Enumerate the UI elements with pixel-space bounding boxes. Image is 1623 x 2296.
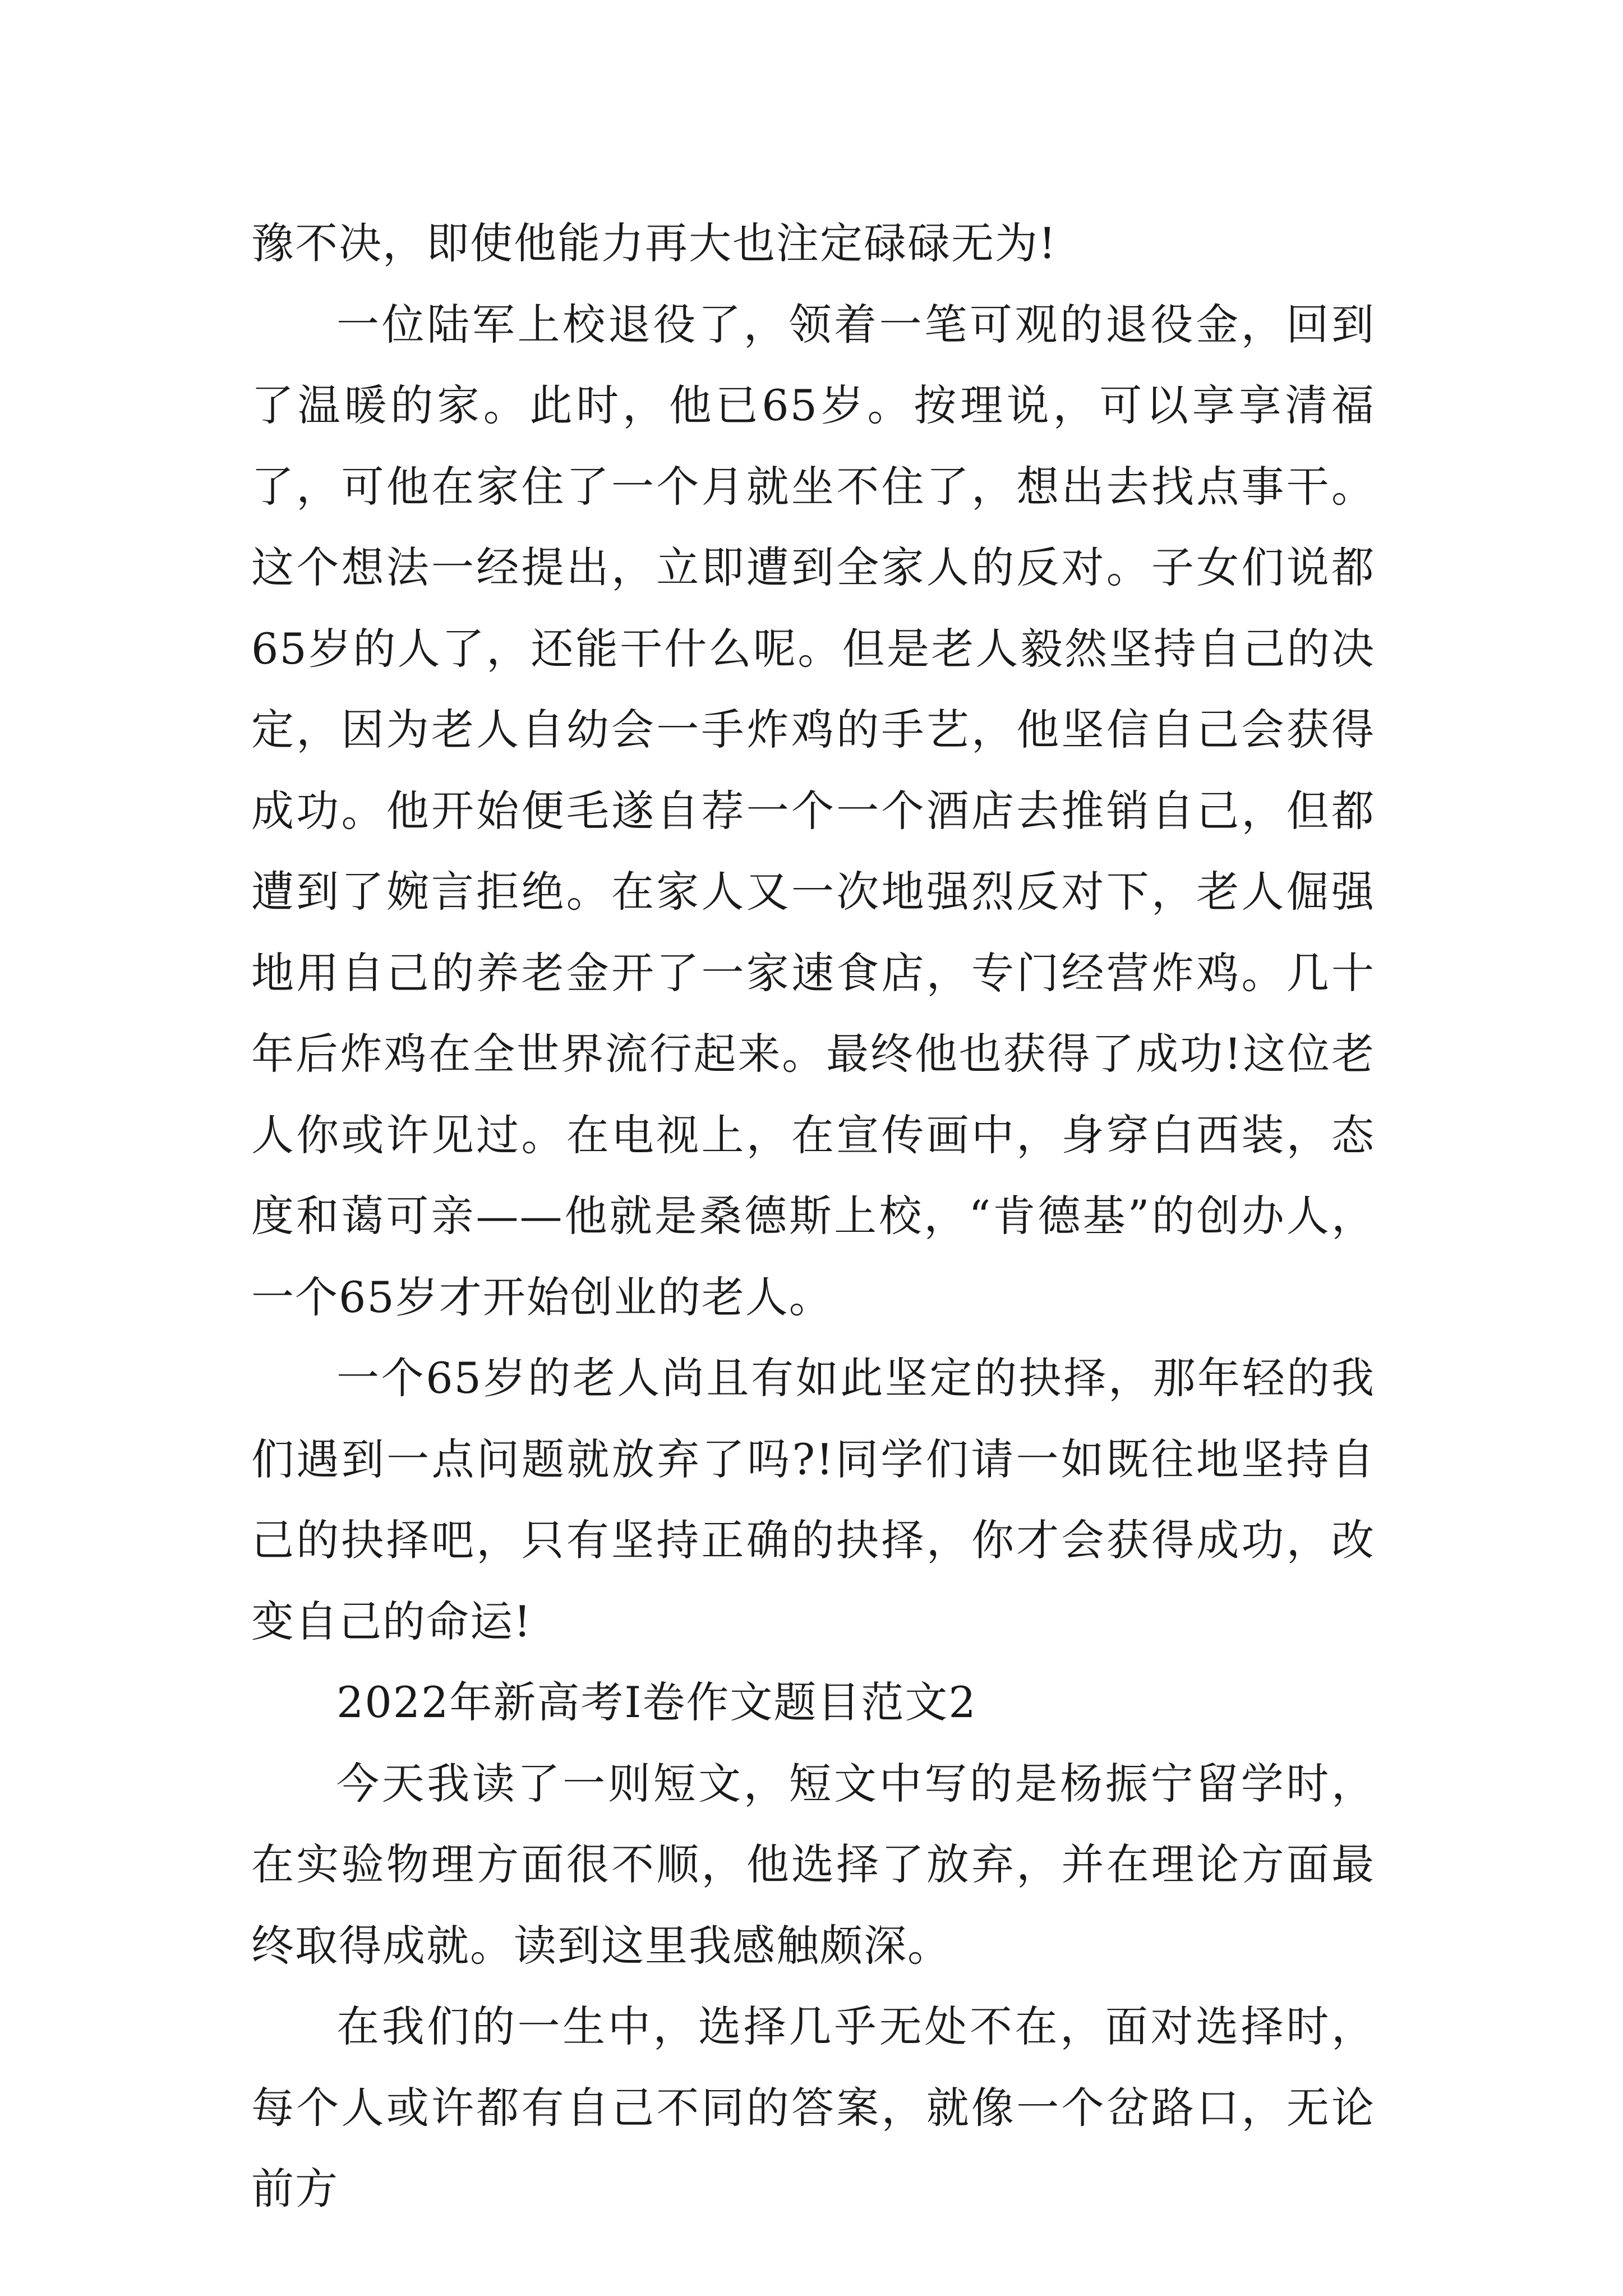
- section-heading: 2022年新高考Ⅰ卷作文题目范文2: [336, 1677, 977, 1727]
- paragraph-choices: 在我们的一生中，选择几乎无处不在，面对选择时，每个人或许都有自己不同的答案，就像一个岔路口，无论前方: [251, 2001, 1375, 2214]
- document-body: [251, 203, 1375, 2230]
- paragraph-yang-story: 今天我读了一则短文，短文中写的是杨振宁留学时，在实验物理方面很不顺，他选择了放弃，并在理论方面最终取得成就。读到这里我感触颇深。: [251, 1758, 1375, 1971]
- paragraph-conclusion: 一个65岁的老人尚且有如此坚定的抉择，那年轻的我们遇到一点问题就放弃了吗?!同学们请一如既往地坚持自己的抉择吧，只有坚持正确的抉择，你才会获得成功，改变自己的命运!: [251, 1353, 1375, 1646]
- paragraph-colonel-story: 一位陆军上校退役了，领着一笔可观的退役金，回到了温暖的家。此时，他已65岁。按理说，可以享享清福了，可他在家住了一个月就坐不住了，想出去找点事干。这个想法一经提出，立即遭到全家人的反对。子女们说都65岁的人了，还能干什么呢。但是老人毅然坚持自己的决定，因为老人自幼会一手炸鸡的手艺，他坚信自己会获得成功。他开始便毛遂自荐一个一个酒店去推销自己，但都遭到了婉言拒绝。在家人又一次地强烈反对下，老人倔强地用自己的养老金开了一家速食店，专门经营炸鸡。几十年后炸鸡在全世界流行起来。最终他也获得了成功!这位老人你或许见过。在电视上，在宣传画中，身穿白西装，态度和蔼可亲——他就是桑德斯上校，“肯德基”的创办人，一个65岁才开始创业的老人。: [251, 299, 1375, 1322]
- paragraph-continuation: 豫不决，即使他能力再大也注定碌碌无为!: [251, 218, 1057, 268]
